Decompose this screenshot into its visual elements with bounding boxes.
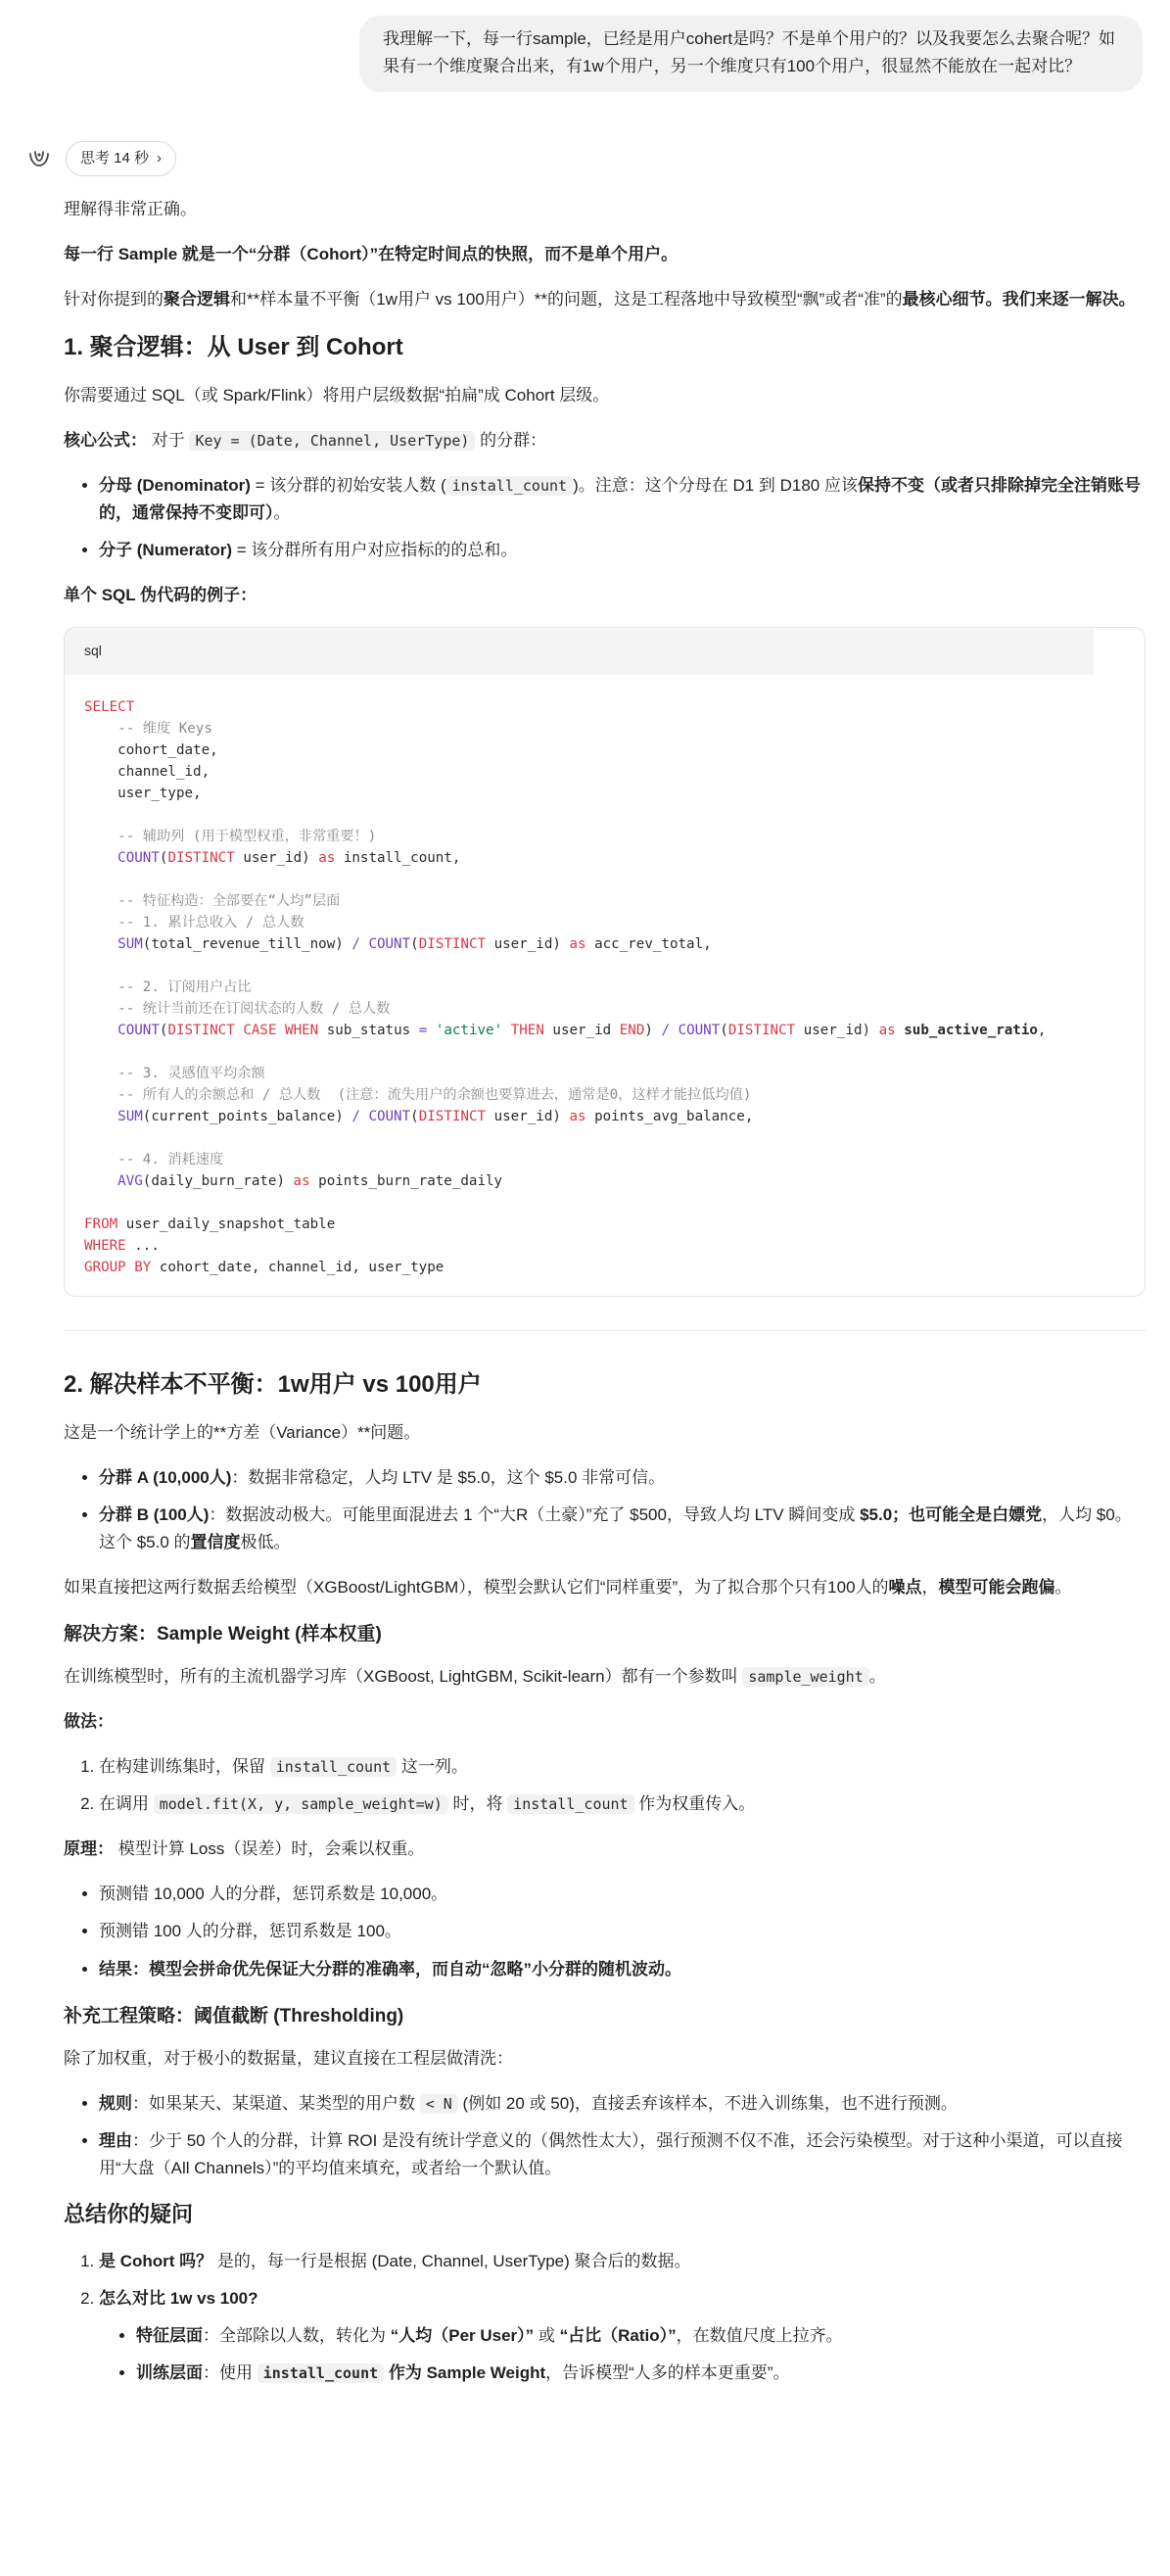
list-item: 2. 怎么对比 1w vs 100? • 特征层面：全部除以人数，转化为 “人均（Per User）” 或 “占比（Ratio）”，在数值尺度上拉齐。 • 训练层面：使用 install_count 作为 Sample Weight，告诉模型“人多的样本更重要”。: [99, 2285, 1146, 2387]
principle-list: [64, 1881, 1146, 1982]
section-divider: [64, 1330, 1146, 1331]
formula-code: Key = (Date, Channel, UserType): [189, 431, 475, 451]
chevron-right-icon: ›: [157, 149, 163, 167]
thinking-toggle-button[interactable]: [66, 141, 176, 176]
list-item: • 理由：少于 50 个人的分群，计算 ROI 是没有统计学意义的（偶然性太大），强行预测不仅不准，还会污染模型。对于这种小渠道，可以直接用“大盘（All Channels）”的平均值来填充，或者给一个默认值。: [99, 2127, 1146, 2182]
section1-title: 1. 聚合逻辑：从 User 到 Cohort: [64, 334, 403, 361]
intro-p3: 针对你提到的聚合逻辑和**样本量不平衡（1w用户 vs 100用户）**的问题，这是工程落地中导致模型“飘”或者“准”的最核心细节。我们来逐一解决。: [64, 290, 1136, 310]
threshold-title: 补充工程策略：阈值截断 (Thresholding): [64, 2005, 404, 2027]
list-item: 2. 在调用 model.fit(X, y, sample_weight=w) 时，将 install_count 作为权重传入。: [99, 1790, 1146, 1818]
solution-p: 在训练模型时，所有的主流机器学习库（XGBoost, LightGBM, Scikit-learn）都有一个参数叫 sample_weight 。: [64, 1667, 886, 1687]
formula-list: [64, 472, 1146, 564]
list-item: • 分母 (Denominator) = 该分群的初始安装人数 ( install_count )。注意：这个分母在 D1 到 D180 应该保持不变（或者只排除掉完全注销账号的，通常保持不变即可）。: [99, 472, 1146, 527]
list-item: • 特征层面：全部除以人数，转化为 “人均（Per User）” 或 “占比（Ratio）”，在数值尺度上拉齐。: [136, 2322, 1146, 2350]
user-message-bubble: [359, 16, 1143, 92]
how-label: 做法：: [64, 1712, 114, 1732]
list-item: • 预测错 100 人的分群，惩罚系数是 100。: [99, 1918, 1146, 1945]
assistant-logo-icon: [24, 144, 54, 173]
summary-list: [64, 2248, 1146, 2387]
user-message-text: 我理解一下，每一行sample，已经是用户cohert是吗？不是单个用户的？以及我要怎么去聚合呢？如果有一个维度聚合出来，有1w个用户，另一个维度只有100个用户，很显然不能放在一起对比？: [383, 29, 1116, 75]
list-item: • 预测错 10,000 人的分群，惩罚系数是 10,000。: [99, 1881, 1146, 1908]
section2-title: 2. 解决样本不平衡：1w用户 vs 100用户: [64, 1371, 482, 1399]
list-item: • 规则：如果某天、某渠道、某类型的用户数 < N (例如 20 或 50)，直接丢弃该样本，不进入训练集，也不进行预测。: [99, 2090, 1146, 2118]
principle-line: 原理： 模型计算 Loss（误差）时，会乘以权重。: [64, 1839, 425, 1859]
list-item: • 分子 (Numerator) = 该分群所有用户对应指标的的总和。: [99, 537, 1146, 564]
intro-p1: 理解得非常正确。: [64, 200, 197, 218]
list-item: • 分群 B (100人)：数据波动极大。可能里面混进去 1 个“大R（土豪）”充了 $500，导致人均 LTV 瞬间变成 $5.0；也可能全是白嫖党，人均 $0。这个 $5.0 的置信度极低。: [99, 1502, 1146, 1556]
list-item: 1. 是 Cohort 吗？ 是的，每一行是根据 (Date, Channel, UserType) 聚合后的数据。: [99, 2248, 1146, 2275]
assistant-response: [64, 196, 1146, 2405]
list-item: • 训练层面：使用 install_count 作为 Sample Weight，告诉模型“人多的样本更重要”。: [136, 2360, 1146, 2387]
code-content[interactable]: SELECT -- 维度 Keys cohort_date, channel_id, user_type, -- 辅助列 (用于模型权重，非常重要！) COUNT(DISTINCT user_id) as install_count, -- 特征构造：全部要在“人均”层面 -- 1. 累计总收入 / 总人数 SUM(total_revenue_till_now) / COUNT(DISTINCT user_id) as acc_rev_total, -- 2. 订阅用户占比 -- 统计当前还在订阅状态的人数 / 总人数 COUNT(DISTINCT CASE WHEN sub_status = 'active' THEN user_id END) / COUNT(DISTINCT user_id) as sub_active_ratio, -- 3. 灵感值平均余额 -- 所有人的余额总和 / 总人数 (注意：流失用户的余额也要算进去，通常是0，这样才能拉低均值) SUM(current_points_balance) / COUNT(DISTINCT user_id) as points_avg_balance, -- 4. 消耗速度 AVG(daily_burn_rate) as points_burn_rate_daily FROM user_daily_snapshot_table WHERE ... GROUP BY cohort_date, channel_id, user_type: [84, 699, 1047, 1276]
list-item: • 结果：模型会拼命优先保证大分群的准确率，而自动“忽略”小分群的随机波动。: [99, 1956, 1146, 1983]
summary-title: 总结你的疑问: [64, 2202, 194, 2227]
sql-example-label: 单个 SQL 伪代码的例子：: [64, 585, 257, 604]
thinking-row: [24, 141, 176, 176]
sql-code-block[interactable]: [64, 627, 1146, 1297]
thinking-label: 思考 14 秒: [80, 149, 150, 167]
threshold-p: 除了加权重，对于极小的数据量，建议直接在工程层做清洗：: [64, 2048, 513, 2068]
solution-title: 解决方案：Sample Weight (样本权重): [64, 1623, 382, 1645]
how-steps: [64, 1753, 1146, 1818]
code-language-label: sql: [65, 628, 1094, 675]
threshold-list: [64, 2090, 1146, 2182]
list-item: 1. 在构建训练集时，保留 install_count 这一列。: [99, 1753, 1146, 1781]
cohort-compare-list: [64, 1464, 1146, 1556]
section2-p1: 这是一个统计学上的**方差（Variance）**问题。: [64, 1422, 421, 1442]
list-item: • 分群 A (10,000人)：数据非常稳定，人均 LTV 是 $5.0，这个 $5.0 非常可信。: [99, 1464, 1146, 1492]
section2-p2: 如果直接把这两行数据丢给模型（XGBoost/LightGBM），模型会默认它们“同样重要”，为了拟合那个只有100人的噪点，模型可能会跑偏。: [64, 1577, 1072, 1597]
section1-p1: 你需要通过 SQL（或 Spark/Flink）将用户层级数据“拍扁”成 Cohort 层级。: [64, 385, 610, 405]
intro-p2: 每一行 Sample 就是一个“分群（Cohort）”在特定时间点的快照，而不是单个用户。: [64, 245, 679, 264]
summary-sub-list: [99, 2322, 1146, 2387]
formula-line: 核心公式： 对于 Key = (Date, Channel, UserType) 的分群：: [64, 430, 547, 450]
